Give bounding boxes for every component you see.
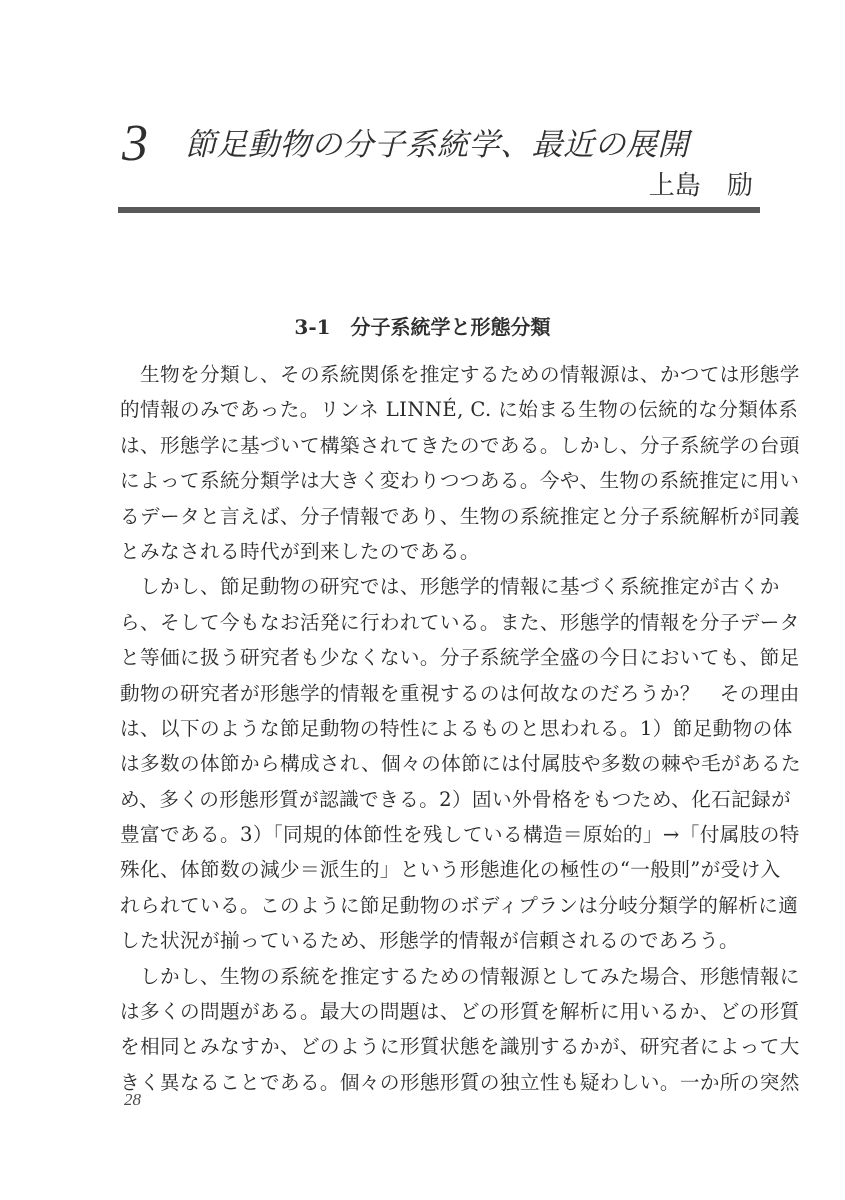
page-number: 28: [124, 1090, 141, 1109]
body-text: [120, 357, 801, 1100]
paragraph-line: 的情報のみであった。リンネ LINNÉ, C. に始まる生物の伝統的な分類体系: [120, 398, 799, 422]
paragraph-line: 殊化、体節数の減少＝派生的」という形態進化の極性の“一般則”が受け入: [120, 858, 781, 882]
paragraph-line: め、多くの形態形質が認識できる。2）固い外骨格をもつため、化石記録が: [120, 787, 792, 811]
paragraph-line: 生物を分類し、その系統関係を推定するための情報源は、かつては形態学: [120, 363, 800, 386]
chapter-title: 節足動物の分子系統学、最近の展開: [185, 127, 689, 163]
paragraph-line: は、形態学に基づいて構築されてきたのである。しかし、分子系統学の台頭: [120, 433, 800, 457]
paragraph-line: しかし、生物の系統を推定するための情報源としてみた場合、形態情報に: [120, 964, 800, 988]
paragraph-line: ら、そして今もなお活発に行われている。また、形態学的情報を分子データ: [120, 610, 800, 634]
paragraph-line: 豊富である。3）「同規的体節性を残している構造＝原始的」→「付属肢の特: [120, 823, 800, 847]
section-heading: 3-1 分子系統学と形態分類: [294, 315, 551, 339]
paragraph-line: とみなされる時代が到来したのである。: [120, 539, 480, 563]
chapter-number: 3: [122, 115, 148, 172]
paragraph-line: は多くの問題がある。最大の問題は、どの形質を解析に用いるか、どの形質: [120, 1000, 800, 1024]
paragraph-line: と等価に扱う研究者も少なくない。分子系統学全盛の今日においても、節足: [120, 646, 800, 670]
paragraph-line: しかし、節足動物の研究では、形態学的情報に基づく系統推定が古くか: [120, 575, 780, 599]
paragraph-line: 動物の研究者が形態学的情報を重視するのは何故なのだろうか？ その理由: [120, 681, 800, 705]
paragraph-line: るデータと言えば、分子情報であり、生物の系統推定と分子系統解析が同義: [120, 504, 800, 528]
paragraph-line: した状況が揃っているため、形態学的情報が信頼されるのであろう。: [120, 929, 740, 953]
paragraph-line: は、以下のような節足動物の特性によるものと思われる。1）節足動物の体: [120, 716, 793, 740]
paragraph-line: れられている。このように節足動物のボディプランは分岐分類学的解析に適: [120, 893, 799, 917]
paragraph-line: きく異なることである。個々の形態形質の独立性も疑わしい。一か所の突然: [120, 1070, 800, 1094]
title-divider: [118, 207, 760, 213]
paragraph-line: は多数の体節から構成され、個々の体節には付属肢や多数の棘や毛があるた: [120, 752, 801, 776]
paragraph-line: を相同とみなすか、どのように形質状態を識別するかが、研究者によって大: [120, 1035, 800, 1059]
author-name: 上島 励: [648, 171, 753, 201]
paragraph-line: によって系統分類学は大きく変わりつつある。今や、生物の系統推定に用い: [120, 469, 800, 493]
